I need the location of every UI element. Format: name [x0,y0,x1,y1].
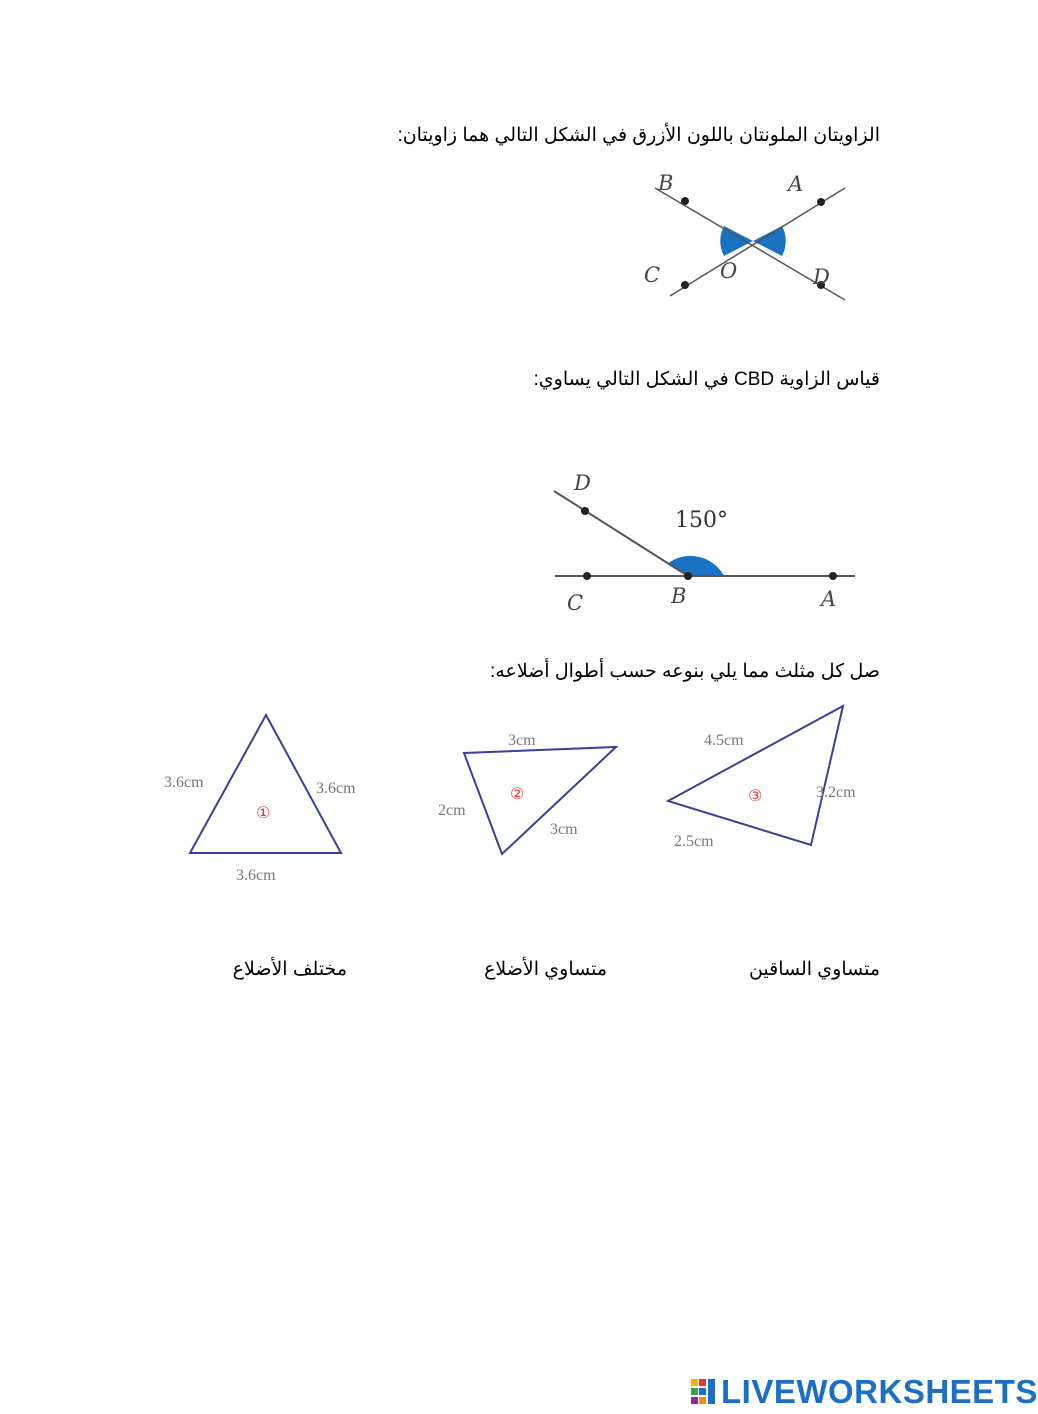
brand-name: LIVEWORKSHEETS [721,1373,1038,1410]
label-a: A [821,587,837,611]
triangle-2-side-right: 3cm [550,821,578,838]
option-isosceles[interactable]: متساوي الساقين [748,959,880,980]
triangle-3-side-top: 4.5cm [704,732,744,749]
point-a [817,198,825,206]
triangle-3-outline [668,706,843,845]
label-c: C [644,263,661,287]
point-c [681,281,689,289]
triangle-2-side-left: 2cm [438,802,466,819]
triangle-1 [150,700,400,900]
label-d: D [574,471,591,495]
triangle-2-number: ② [510,784,525,803]
intersecting-lines-figure [630,168,870,308]
point-c [583,572,591,580]
question-1-text: الزاويتان الملونتان باللون الأزرق في الشكل التالي هما زاويتان: [397,125,880,146]
triangle-3 [660,695,890,865]
angle-measure: 150° [675,508,728,533]
triangle-3-side-bottom: 2.5cm [674,833,714,850]
point-a [829,572,837,580]
vertical-angle-left-shading [720,226,753,256]
angle-abd-shading [667,556,724,576]
label-b: B [671,584,687,608]
point-b [681,197,689,205]
ray-bd [554,491,688,576]
point-b [684,572,692,580]
triangle-2-side-top: 3cm [508,732,536,749]
label-o: O [720,259,738,283]
triangle-1-side-right: 3.6cm [316,780,356,797]
triangle-2-outline [464,747,616,854]
liveworksheets-logo-icon [691,1377,717,1407]
label-a: A [788,172,804,196]
triangle-3-side-right: 3.2cm [816,784,856,801]
liveworksheets-brand [691,1373,1038,1411]
question-3-text: صل كل مثلث مما يلي بنوعه حسب أطوال أضلاعه: [490,661,880,682]
label-c: C [567,591,584,615]
option-scalene[interactable]: مختلف الأضلاع [232,959,347,980]
triangle-2 [430,720,640,870]
triangle-1-side-left: 3.6cm [164,774,204,791]
triangle-1-side-bottom: 3.6cm [236,867,276,884]
question-2-text: قياس الزاوية CBD في الشكل التالي يساوي: [533,369,880,390]
label-b: B [658,171,674,195]
point-d [581,507,589,515]
label-d: D [813,265,830,289]
triangle-3-number: ③ [748,786,763,805]
triangle-1-number: ① [256,803,271,822]
option-equilateral[interactable]: متساوي الأضلاع [484,959,607,980]
angle-cbd-figure [550,465,870,625]
